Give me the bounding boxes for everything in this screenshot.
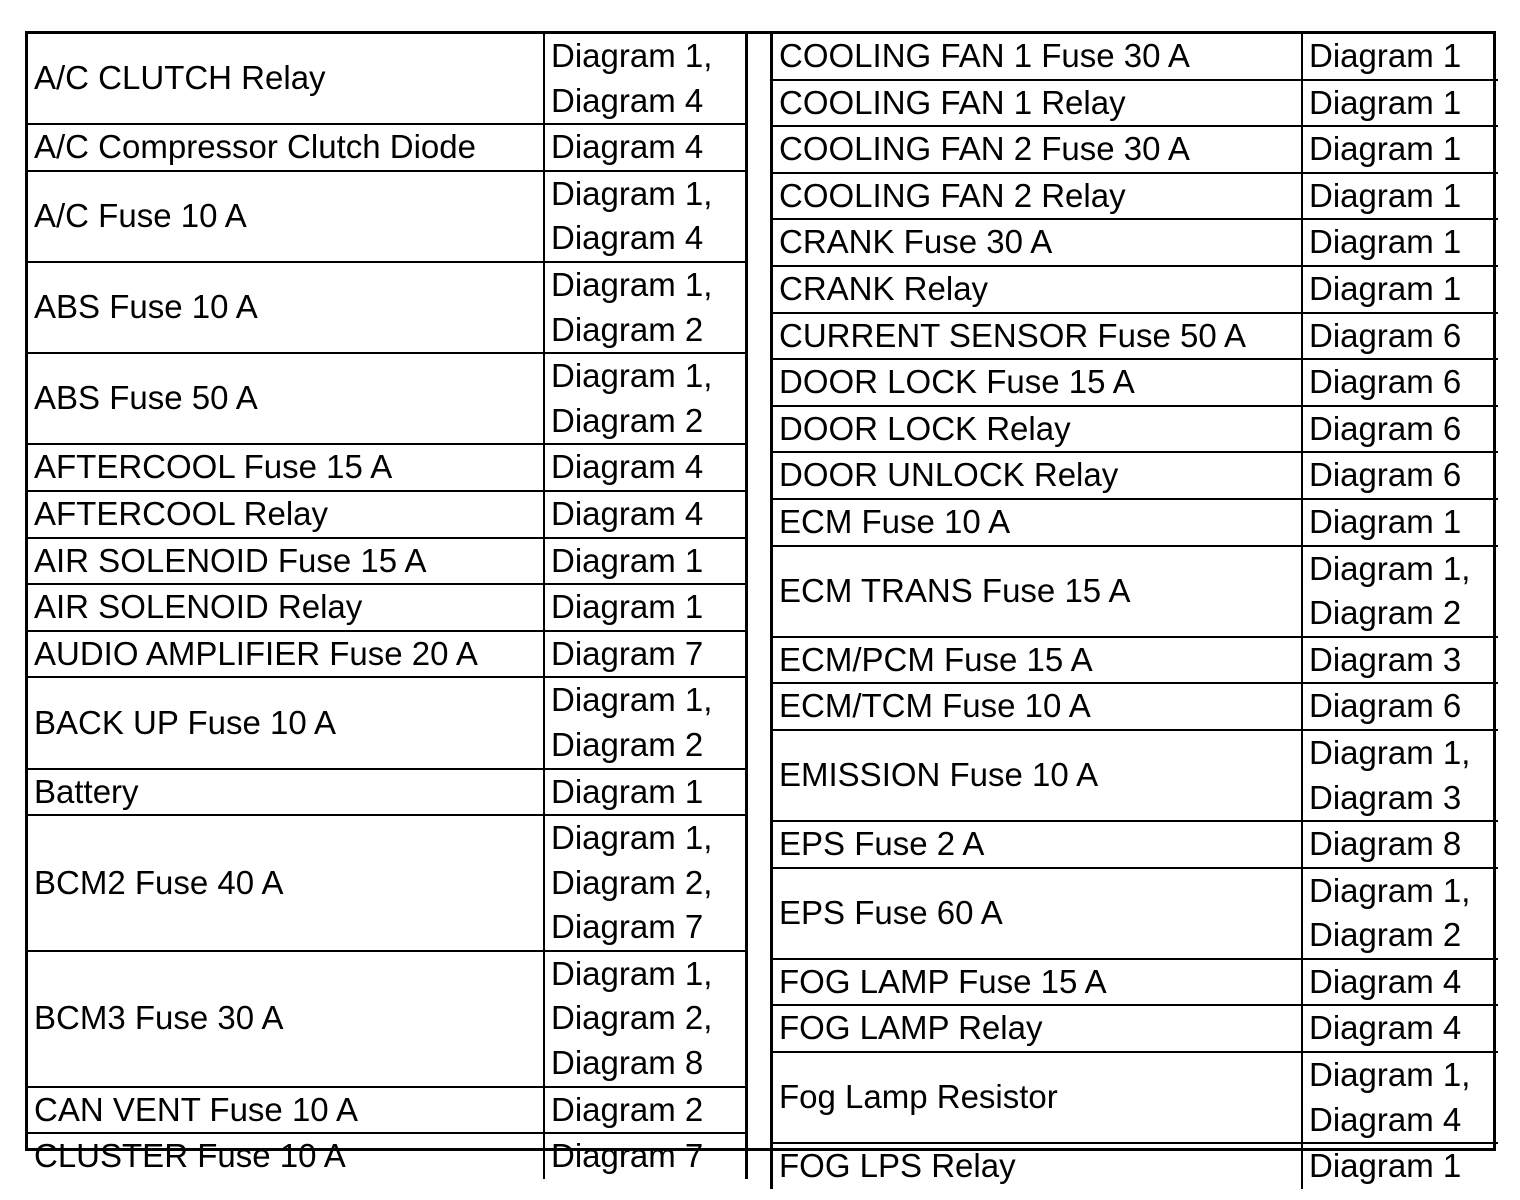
left-index-table <box>28 34 748 1179</box>
diagram-reference: Diagram 1, Diagram 4 <box>544 34 747 124</box>
diagram-reference: Diagram 7 <box>544 631 747 678</box>
right-index-table <box>770 34 1498 1189</box>
component-name: CRANK Fuse 30 A <box>772 219 1303 266</box>
diagram-reference: Diagram 1 <box>544 584 747 631</box>
component-name: BACK UP Fuse 10 A <box>28 677 544 768</box>
component-name: DOOR LOCK Relay <box>772 406 1303 453</box>
table-row <box>772 637 1499 684</box>
diagram-reference: Diagram 1 <box>1302 1143 1498 1189</box>
table-row <box>28 815 747 951</box>
component-name: BCM2 Fuse 40 A <box>28 815 544 951</box>
component-name: AUDIO AMPLIFIER Fuse 20 A <box>28 631 544 678</box>
component-name: CRANK Relay <box>772 266 1303 313</box>
component-name: CLUSTER Fuse 10 A <box>28 1133 544 1179</box>
diagram-reference: Diagram 1, Diagram 2 <box>544 353 747 444</box>
diagram-reference: Diagram 1, Diagram 2 <box>1302 868 1498 959</box>
table-row <box>772 80 1499 127</box>
table-row <box>772 868 1499 959</box>
component-name: EPS Fuse 60 A <box>772 868 1303 959</box>
table-row <box>28 262 747 353</box>
component-name: ABS Fuse 50 A <box>28 353 544 444</box>
table-row <box>772 730 1499 821</box>
diagram-reference: Diagram 4 <box>544 444 747 491</box>
diagram-reference: Diagram 1 <box>1302 80 1498 127</box>
table-row <box>772 546 1499 637</box>
diagram-reference: Diagram 1, Diagram 2 <box>544 677 747 768</box>
diagram-reference: Diagram 1 <box>544 538 747 585</box>
component-name: AIR SOLENOID Fuse 15 A <box>28 538 544 585</box>
diagram-reference: Diagram 1 <box>544 769 747 816</box>
table-row <box>772 1143 1499 1189</box>
table-row <box>28 491 747 538</box>
component-name: A/C Fuse 10 A <box>28 171 544 262</box>
diagram-reference: Diagram 4 <box>544 124 747 171</box>
component-name: EMISSION Fuse 10 A <box>772 730 1303 821</box>
diagram-reference: Diagram 4 <box>1302 1005 1498 1052</box>
component-name: ABS Fuse 10 A <box>28 262 544 353</box>
component-name: CURRENT SENSOR Fuse 50 A <box>772 313 1303 360</box>
table-row <box>28 538 747 585</box>
table-row <box>772 683 1499 730</box>
table-row <box>772 959 1499 1006</box>
table-row <box>772 34 1499 80</box>
component-name: BCM3 Fuse 30 A <box>28 951 544 1087</box>
diagram-reference: Diagram 6 <box>1302 452 1498 499</box>
table-row <box>772 1005 1499 1052</box>
component-name: AFTERCOOL Relay <box>28 491 544 538</box>
component-name: ECM/TCM Fuse 10 A <box>772 683 1303 730</box>
component-name: ECM TRANS Fuse 15 A <box>772 546 1303 637</box>
table-row <box>28 34 747 124</box>
table-row <box>772 266 1499 313</box>
table-row <box>772 173 1499 220</box>
diagram-reference: Diagram 7 <box>544 1133 747 1179</box>
component-name: COOLING FAN 2 Fuse 30 A <box>772 126 1303 173</box>
index-table-frame <box>25 31 1496 1185</box>
diagram-reference: Diagram 1, Diagram 2, Diagram 7 <box>544 815 747 951</box>
diagram-reference: Diagram 6 <box>1302 406 1498 453</box>
component-name: COOLING FAN 2 Relay <box>772 173 1303 220</box>
component-name: CAN VENT Fuse 10 A <box>28 1087 544 1134</box>
diagram-reference: Diagram 1, Diagram 4 <box>1302 1052 1498 1143</box>
diagram-reference: Diagram 1, Diagram 2 <box>544 262 747 353</box>
diagram-reference: Diagram 1, Diagram 2, Diagram 8 <box>544 951 747 1087</box>
table-row <box>28 769 747 816</box>
component-name: DOOR LOCK Fuse 15 A <box>772 359 1303 406</box>
component-name: COOLING FAN 1 Relay <box>772 80 1303 127</box>
diagram-reference: Diagram 1, Diagram 4 <box>544 171 747 262</box>
table-row <box>28 124 747 171</box>
diagram-reference: Diagram 1 <box>1302 173 1498 220</box>
table-row <box>28 951 747 1087</box>
component-name: A/C Compressor Clutch Diode <box>28 124 544 171</box>
table-row <box>28 444 747 491</box>
diagram-reference: Diagram 8 <box>1302 821 1498 868</box>
table-row <box>28 1087 747 1134</box>
diagram-reference: Diagram 6 <box>1302 683 1498 730</box>
diagram-reference: Diagram 1 <box>1302 266 1498 313</box>
table-row <box>28 353 747 444</box>
component-name: FOG LAMP Fuse 15 A <box>772 959 1303 1006</box>
diagram-reference: Diagram 1, Diagram 2 <box>1302 546 1498 637</box>
component-name: DOOR UNLOCK Relay <box>772 452 1303 499</box>
diagram-reference: Diagram 1 <box>1302 126 1498 173</box>
diagram-reference: Diagram 1 <box>1302 219 1498 266</box>
diagram-reference: Diagram 4 <box>1302 959 1498 1006</box>
table-row <box>28 1133 747 1179</box>
diagram-reference: Diagram 1 <box>1302 499 1498 546</box>
component-name: AFTERCOOL Fuse 15 A <box>28 444 544 491</box>
diagram-reference: Diagram 2 <box>544 1087 747 1134</box>
table-row <box>28 584 747 631</box>
table-row <box>772 313 1499 360</box>
diagram-reference: Diagram 3 <box>1302 637 1498 684</box>
table-row <box>772 821 1499 868</box>
table-row <box>28 631 747 678</box>
table-row <box>772 219 1499 266</box>
component-name: ECM/PCM Fuse 15 A <box>772 637 1303 684</box>
diagram-reference: Diagram 1, Diagram 3 <box>1302 730 1498 821</box>
table-row <box>772 499 1499 546</box>
diagram-reference: Diagram 4 <box>544 491 747 538</box>
diagram-reference: Diagram 1 <box>1302 34 1498 80</box>
component-name: AIR SOLENOID Relay <box>28 584 544 631</box>
table-row <box>772 1052 1499 1143</box>
component-name: ECM Fuse 10 A <box>772 499 1303 546</box>
component-name: FOG LPS Relay <box>772 1143 1303 1189</box>
component-name: EPS Fuse 2 A <box>772 821 1303 868</box>
component-name: Battery <box>28 769 544 816</box>
diagram-reference: Diagram 6 <box>1302 359 1498 406</box>
table-row <box>28 171 747 262</box>
table-row <box>772 359 1499 406</box>
table-row <box>28 677 747 768</box>
component-name: FOG LAMP Relay <box>772 1005 1303 1052</box>
table-row <box>772 452 1499 499</box>
diagram-reference: Diagram 6 <box>1302 313 1498 360</box>
component-name: COOLING FAN 1 Fuse 30 A <box>772 34 1303 80</box>
table-row <box>772 126 1499 173</box>
component-name: Fog Lamp Resistor <box>772 1052 1303 1143</box>
component-name: A/C CLUTCH Relay <box>28 34 544 124</box>
table-row <box>772 406 1499 453</box>
